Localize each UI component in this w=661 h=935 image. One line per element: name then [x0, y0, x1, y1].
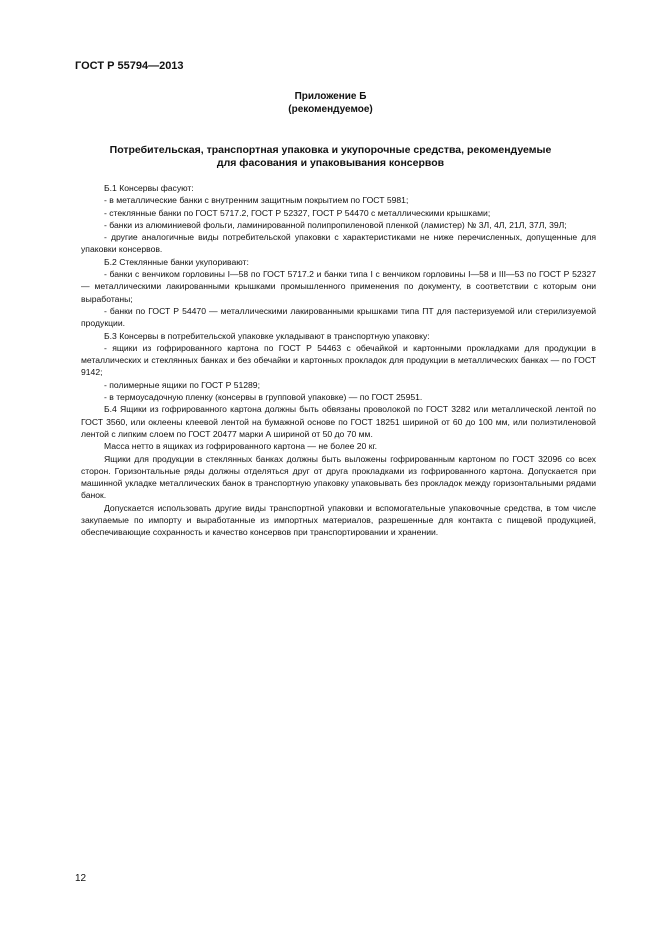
list-item: - банки из алюминиевой фольги, ламинированной полипропиленовой пленкой (ламистер) № 3Л, 4Л, 21Л, 37Л, 39Л; — [104, 219, 567, 230]
paragraph-b4: Б.4 Ящики из гофрированного картона должны быть обвязаны проволокой по ГОСТ 3282 или металлической лентой по ГОСТ 3560, или оклеены клеевой лентой на бумажной основе по ГОСТ 18251 шириной от 60 до 100 мм, или полиэтиленовой лентой с липким слоем по ГОСТ 20477 марки А шириной от 50 до 70 мм. — [81, 404, 596, 439]
list-item: - в термоусадочную пленку (консервы в групповой упаковке) — по ГОСТ 25951. — [104, 392, 423, 403]
list-item: - банки по ГОСТ Р 54470 — металлическими лакированными крышками типа ПТ для пастеризуемой или стерилизуемой продукции. — [81, 305, 596, 329]
annex-label: Приложение Б — [294, 91, 367, 102]
annex-title — [80, 144, 581, 170]
list-item: - ящики из гофрированного картона по ГОСТ Р 54463 с обечайкой и картонными прокладками для продукции в металлических и стеклянных банках и без обечайки и картонных прокладок для продукции в металлических банках — по ГОСТ 9142; — [81, 342, 596, 378]
list-item: - стеклянные банки по ГОСТ 5717.2, ГОСТ Р 52327, ГОСТ Р 54470 с металлическими крышками; — [104, 207, 491, 218]
annex-status: (рекомендуемое) — [288, 104, 373, 115]
annex-title-line-2: для фасования и упаковывания консервов — [216, 157, 445, 169]
paragraph: Масса нетто в ящиках из гофрированного картона — не более 20 кг. — [104, 441, 377, 452]
paragraph-b2: Б.2 Стеклянные банки укупоривают: — [104, 256, 249, 267]
document-body — [81, 182, 596, 539]
page-number: 12 — [75, 873, 87, 884]
list-item: - полимерные ящики по ГОСТ Р 51289; — [104, 379, 260, 390]
list-item: - другие аналогичные виды потребительской упаковки с характеристиками не ниже перечисленных, допущенные для упаковки консервов. — [81, 232, 596, 255]
list-item: - банки с венчиком горловины I—58 по ГОСТ 5717.2 и банки типа I с венчиком горловины I—58 и III—53 по ГОСТ Р 52327 — металлическими лакированными крышками промышленного применения по документу, в соответствии с которым они выработаны; — [81, 269, 596, 304]
paragraph: Ящики для продукции в стеклянных банках должны быть выложены гофрированным картоном по ГОСТ 32096 со всех сторон. Горизонтальные ряды должны отделяться друг от друга прокладками из гофрированного картона. Допускается при машинной укладке металлических банок в транспортную упаковку упаковывать без прокладок между горизонтальными рядами банок. — [81, 453, 596, 501]
paragraph-b1: Б.1 Консервы фасуют: — [104, 183, 194, 193]
paragraph: Допускается использовать другие виды транспортной упаковки и вспомогательные упаковочные средства, в том числе закупаемые по импорту и выработанные из импортных материалов, разрешенные для контакта с пищевой продукцией, обеспечивающие сохранность и качество консервов при транспортировании и хранении. — [81, 502, 596, 538]
standard-header: ГОСТ Р 55794—2013 — [75, 60, 184, 72]
annex-heading — [0, 90, 661, 116]
annex-title-line-1: Потребительская, транспортная упаковка и укупорочные средства, рекомендуемые — [109, 144, 552, 156]
paragraph-b3: Б.3 Консервы в потребительской упаковке укладывают в транспортную упаковку: — [104, 330, 430, 341]
list-item: - в металлические банки с внутренним защитным покрытием по ГОСТ 5981; — [104, 195, 409, 206]
